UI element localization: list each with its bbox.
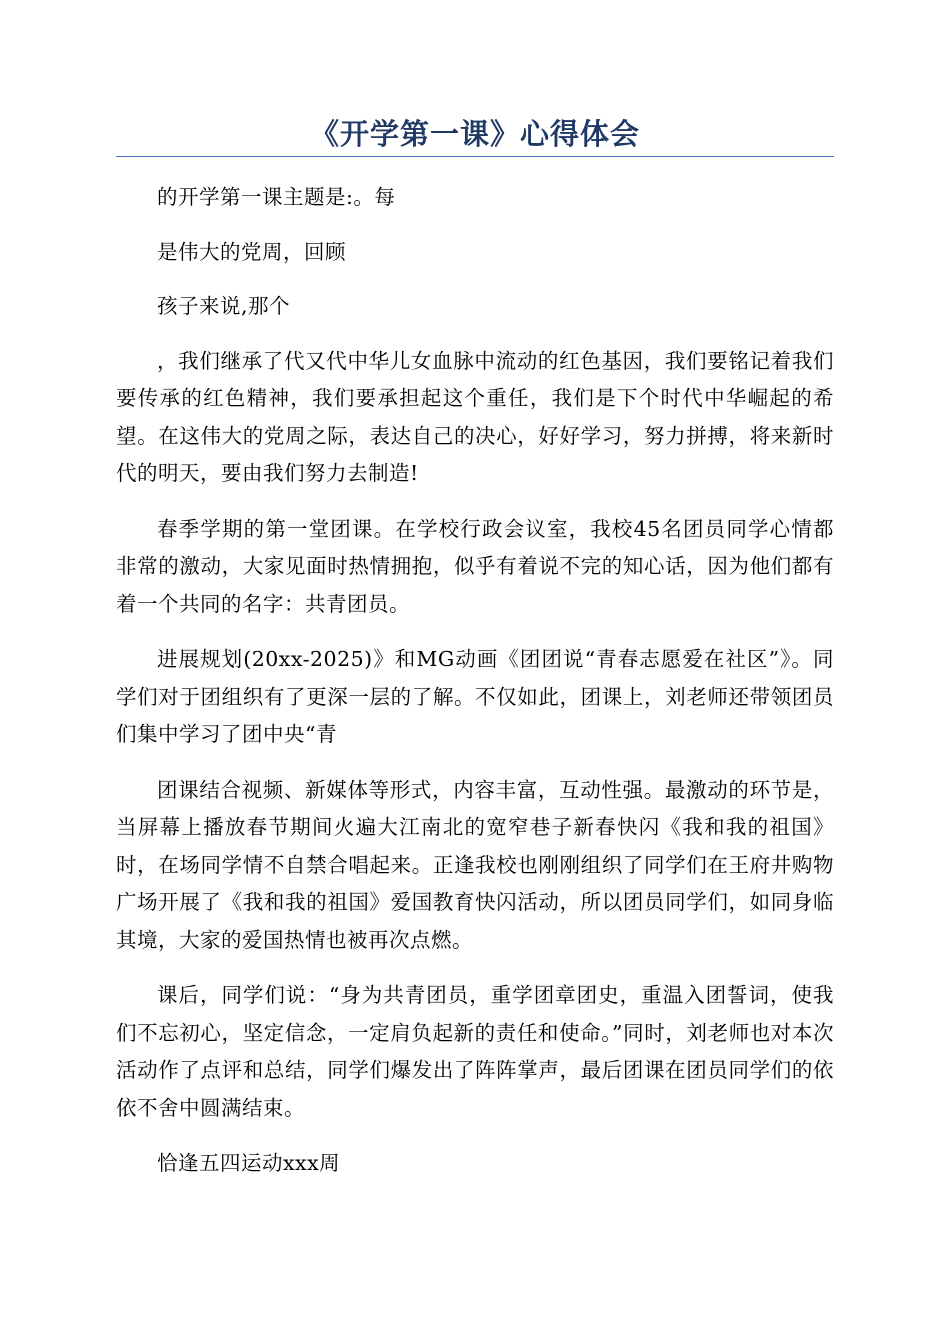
paragraph-8: 课后，同学们说：“身为共青团员，重学团章团史，重温入团誓词，使我们不忘初心，坚定信念，一定肩负起新的责任和使命。”同时，刘老师也对本次活动作了点评和总结，同学们爆发出了阵阵掌声，最后团课在团员同学们的依依不舍中圆满结束。 — [116, 983, 834, 1120]
paragraph-5: 春季学期的第一堂团课。在学校行政会议室，我校45名团员同学心情都非常的激动，大家见面时热情拥抱，似乎有着说不完的知心话，因为他们都有着一个共同的名字：共青团员。 — [116, 516, 834, 616]
paragraph-4: ，我们继承了代又代中华儿女血脉中流动的红色基因，我们要铭记着我们要传承的红色精神，我们要承担起这个重任，我们是下个时代中华崛起的希望。在这伟大的党周之际，表达自己的决心，好好学习，努力拼搏，将来新时代的明天，要由我们努力去制造! — [116, 348, 834, 485]
paragraph-1: 的开学第一课主题是:。每 — [157, 185, 396, 209]
paragraph-3: 孩子来说,那个 — [157, 294, 291, 318]
page-title: 《开学第一课》心得体会 — [309, 117, 640, 151]
paragraph-7: 团课结合视频、新媒体等形式，内容丰富，互动性强。最激动的环节是，当屏幕上播放春节期间火遍大江南北的宽窄巷子新春快闪《我和我的祖国》时，在场同学情不自禁合唱起来。正逢我校也刚刚组织了同学们在王府井购物广场开展了《我和我的祖国》爱国教育快闪活动，所以团员同学们，如同身临其境，大家的爱国热情也被再次点燃。 — [116, 777, 834, 952]
paragraph-9: 恰逢五四运动xxx周 — [157, 1151, 341, 1175]
title-underline — [116, 156, 834, 157]
paragraph-6: 进展规划(20xx-2025)》和MG动画《团团说“青春志愿爱在社区”》。同学们对于团组织有了更深一层的了解。不仅如此，团课上，刘老师还带领团员们集中学习了团中央“青 — [116, 647, 834, 746]
document-page — [116, 0, 834, 1183]
paragraph-2: 是伟大的党周，回顾 — [157, 239, 346, 264]
